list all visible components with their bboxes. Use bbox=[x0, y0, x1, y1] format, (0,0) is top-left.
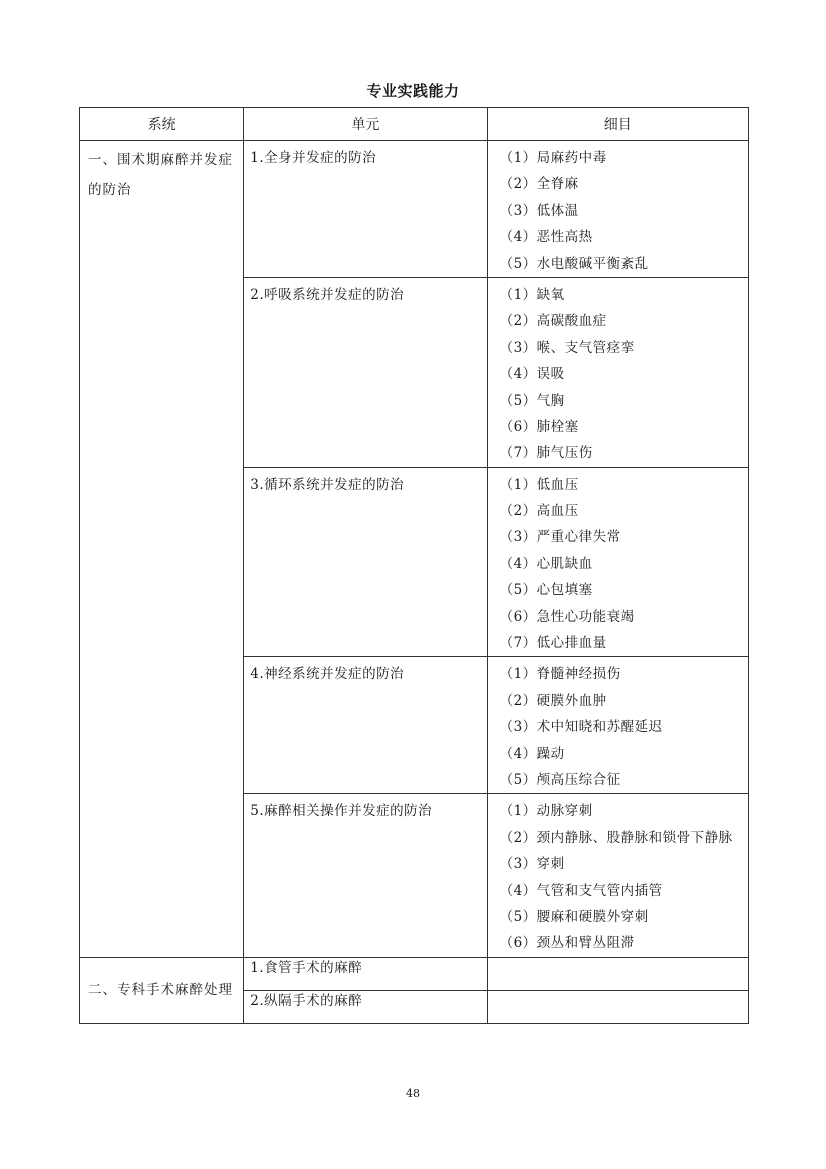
unit-cell bbox=[244, 467, 487, 657]
list-item: （1）动脉穿刺 bbox=[499, 803, 593, 820]
detail-cell bbox=[487, 467, 748, 657]
list-item: （1）局麻药中毒 bbox=[499, 150, 607, 166]
list-item: （4）躁动 bbox=[499, 745, 565, 762]
header-system: 系统 bbox=[80, 108, 244, 141]
list-item: （1）低血压 bbox=[499, 476, 579, 493]
list-item: （6）颈丛和臂丛阻滞 bbox=[499, 935, 635, 952]
list-item: （7）肺气压伤 bbox=[499, 445, 593, 462]
list-item: （5）腰麻和硬膜外穿刺 bbox=[499, 908, 649, 925]
table-header-row bbox=[80, 108, 749, 141]
list-item: （2）硬膜外血肿 bbox=[499, 692, 607, 709]
list-item: （6）肺栓塞 bbox=[499, 418, 579, 435]
header-detail: 细目 bbox=[487, 108, 748, 141]
detail-list bbox=[488, 794, 748, 956]
system-label: 一、围术期麻醉并发症的防治 bbox=[88, 152, 233, 198]
detail-list bbox=[488, 278, 748, 467]
list-item: （3）术中知晓和苏醒延迟 bbox=[499, 719, 663, 736]
list-item: （2）高碳酸血症 bbox=[499, 313, 607, 330]
list-item: （4）气管和支气管内插管 bbox=[499, 882, 663, 899]
list-item: （3）严重心律失常 bbox=[499, 529, 621, 546]
list-item: （2）颈内静脉、股静脉和锁骨下静脉 bbox=[499, 829, 733, 846]
unit-label: 3.循环系统并发症的防治 bbox=[250, 476, 405, 493]
unit-cell bbox=[244, 957, 487, 990]
list-item: （5）颅高压综合征 bbox=[499, 771, 621, 788]
system-cell bbox=[80, 957, 244, 1023]
detail-cell bbox=[487, 957, 748, 990]
list-item: （4）心肌缺血 bbox=[499, 555, 593, 572]
list-item: （3）喉、支气管痉挛 bbox=[499, 339, 635, 356]
detail-cell bbox=[487, 657, 748, 794]
table-row bbox=[80, 957, 749, 990]
system-label: 二、专科手术麻醉处理 bbox=[88, 982, 233, 999]
detail-cell bbox=[487, 277, 748, 467]
unit-cell bbox=[244, 141, 487, 278]
list-item: （6）急性心功能衰竭 bbox=[499, 608, 635, 625]
unit-label: 2.呼吸系统并发症的防治 bbox=[250, 286, 405, 303]
list-item: （7）低心排血量 bbox=[499, 635, 607, 652]
detail-cell bbox=[487, 141, 748, 278]
unit-label: 1.全身并发症的防治 bbox=[250, 150, 377, 166]
unit-label: 2.纵隔手术的麻醉 bbox=[250, 992, 363, 1009]
unit-label: 5.麻醉相关操作并发症的防治 bbox=[250, 803, 433, 820]
detail-cell bbox=[487, 990, 748, 1023]
page-title: 专业实践能力 bbox=[366, 82, 460, 100]
header-unit: 单元 bbox=[244, 108, 487, 141]
unit-cell bbox=[244, 794, 487, 957]
unit-cell bbox=[244, 277, 487, 467]
table-row bbox=[80, 141, 749, 278]
list-item: （3）穿刺 bbox=[499, 856, 565, 873]
unit-cell bbox=[244, 990, 487, 1023]
detail-cell bbox=[487, 794, 748, 957]
list-item: （4）误吸 bbox=[499, 366, 565, 383]
syllabus-table bbox=[79, 107, 749, 1024]
detail-list bbox=[488, 468, 748, 657]
list-item: （5）心包填塞 bbox=[499, 582, 593, 599]
list-item: （2）高血压 bbox=[499, 503, 579, 520]
detail-list bbox=[488, 141, 748, 277]
system-cell bbox=[80, 141, 244, 958]
list-item: （1）缺氧 bbox=[499, 286, 565, 303]
unit-label: 1.食管手术的麻醉 bbox=[250, 959, 363, 976]
list-item: （2）全脊麻 bbox=[499, 176, 579, 193]
list-item: （5）气胸 bbox=[499, 392, 565, 409]
detail-list bbox=[488, 657, 748, 793]
list-item: （3）低体温 bbox=[499, 202, 579, 219]
list-item: （1）脊髓神经损伤 bbox=[499, 666, 621, 683]
page-number: 48 bbox=[406, 1087, 420, 1100]
unit-cell bbox=[244, 657, 487, 794]
unit-label: 4.神经系统并发症的防治 bbox=[250, 666, 405, 683]
list-item: （4）恶性高热 bbox=[499, 229, 593, 246]
list-item: （5）水电酸碱平衡紊乱 bbox=[499, 255, 649, 272]
